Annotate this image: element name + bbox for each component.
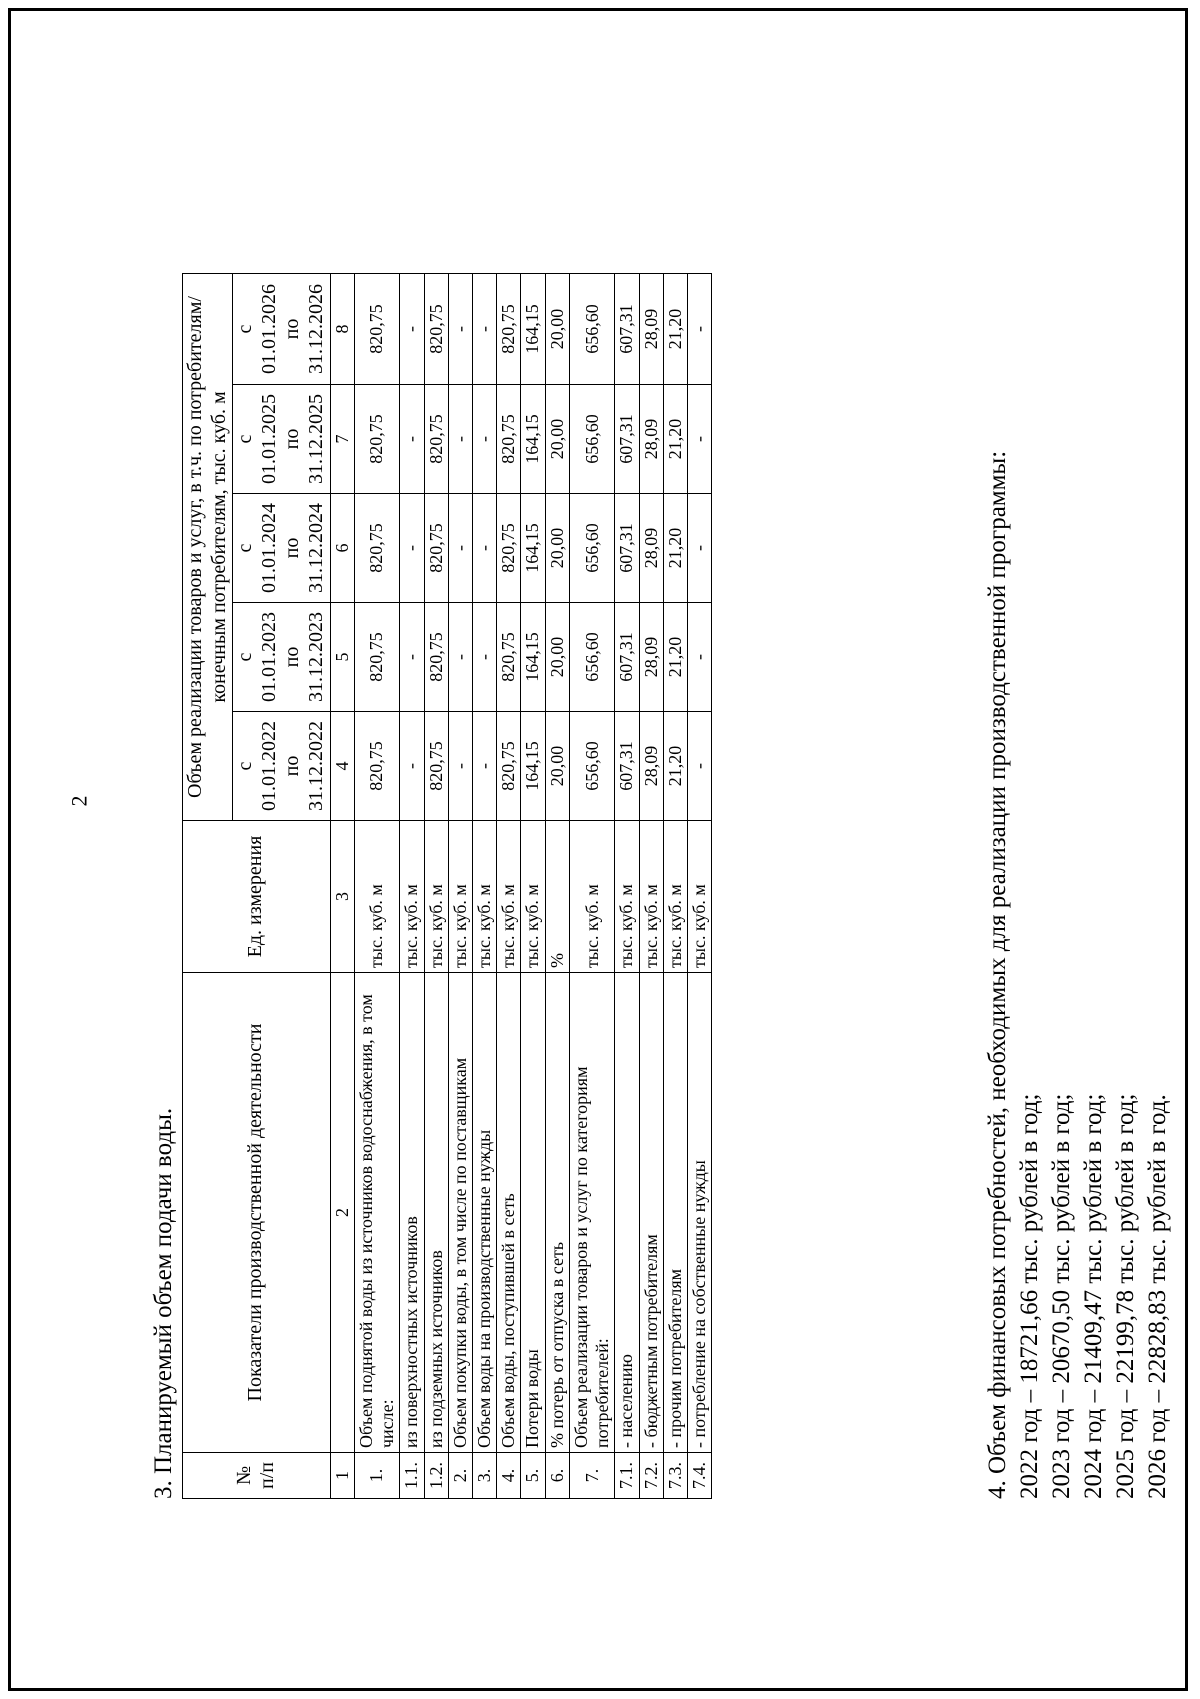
row-value: - — [448, 494, 472, 603]
section-4 — [982, 451, 1174, 1499]
row-value: 820,75 — [354, 385, 399, 494]
row-value: 21,20 — [663, 274, 687, 385]
row-value: - — [688, 712, 712, 821]
rotated-content — [150, 95, 1170, 1505]
table-row — [424, 274, 448, 1499]
row-value: 820,75 — [354, 494, 399, 603]
row-indicator: Потери воды — [521, 973, 545, 1453]
row-indicator: Объем реализации товаров и услуг по категориям потребителей: — [569, 973, 614, 1453]
row-indicator: - прочим потребителям — [663, 973, 687, 1453]
row-value: 607,31 — [615, 385, 639, 494]
row-value: 21,20 — [663, 494, 687, 603]
row-value: - — [448, 712, 472, 821]
row-num: 3. — [472, 1453, 496, 1499]
row-value: - — [472, 712, 496, 821]
row-value: 21,20 — [663, 603, 687, 712]
row-num: 7.3. — [663, 1453, 687, 1499]
row-value: - — [472, 385, 496, 494]
row-value: 20,00 — [545, 712, 569, 821]
period-to: 31.12.2026 — [304, 284, 327, 374]
column-index-row — [330, 274, 354, 1499]
period-to: 31.12.2023 — [304, 612, 327, 702]
row-value: 164,15 — [521, 603, 545, 712]
row-num: 4. — [497, 1453, 521, 1499]
row-value: - — [400, 274, 424, 385]
row-num: 7.2. — [639, 1453, 663, 1499]
period-from: с 01.01.2022 — [234, 721, 280, 811]
row-indicator: Объем поднятой воды из источников водоснабжения, в том числе: — [354, 973, 399, 1453]
section-4-title: 4. Объем финансовых потребностей, необходимых для реализации производственной программы: — [984, 450, 1011, 1499]
table-row — [521, 274, 545, 1499]
financial-line: 2023 год – 20670,50 тыс. рублей в год; — [1048, 1093, 1075, 1499]
header-period-3 — [233, 494, 330, 603]
table-row — [472, 274, 496, 1499]
row-value: 820,75 — [354, 603, 399, 712]
period-from: с 01.01.2024 — [234, 503, 280, 593]
row-value: 607,31 — [615, 274, 639, 385]
row-value: 820,75 — [424, 385, 448, 494]
row-value: - — [688, 494, 712, 603]
row-num: 5. — [521, 1453, 545, 1499]
column-index-cell: 2 — [330, 973, 354, 1453]
row-value: 28,09 — [639, 274, 663, 385]
row-value: 164,15 — [521, 274, 545, 385]
row-value: 656,60 — [569, 385, 614, 494]
row-indicator: из поверхностных источников — [400, 973, 424, 1453]
row-value: 820,75 — [424, 712, 448, 821]
row-num: 1.1. — [400, 1453, 424, 1499]
period-from: с 01.01.2026 — [234, 284, 280, 374]
column-index-cell: 3 — [330, 821, 354, 973]
row-value: 820,75 — [354, 712, 399, 821]
row-unit: тыс. куб. м — [400, 821, 424, 973]
row-value: - — [448, 385, 472, 494]
period-from: с 01.01.2025 — [234, 394, 280, 484]
row-num: 7. — [569, 1453, 614, 1499]
row-value: - — [400, 494, 424, 603]
row-unit: тыс. куб. м — [354, 821, 399, 973]
period-mid: по — [281, 318, 304, 340]
column-index-cell: 8 — [330, 274, 354, 385]
table-row — [688, 274, 712, 1499]
header-period-5 — [233, 274, 330, 385]
row-value: 607,31 — [615, 603, 639, 712]
row-value: 20,00 — [545, 385, 569, 494]
financial-line: 2024 год – 21409,47 тыс. рублей в год; — [1080, 1093, 1107, 1499]
table-row — [354, 274, 399, 1499]
row-value: 28,09 — [639, 385, 663, 494]
column-index-cell: 5 — [330, 603, 354, 712]
row-value: 656,60 — [569, 274, 614, 385]
row-value: 656,60 — [569, 603, 614, 712]
financial-line: 2022 год – 18721,66 тыс. рублей в год; — [1016, 1093, 1043, 1499]
row-unit: % — [545, 821, 569, 973]
header-period-2 — [233, 603, 330, 712]
row-value: - — [448, 274, 472, 385]
row-value: 20,00 — [545, 494, 569, 603]
row-value: - — [400, 603, 424, 712]
period-to: 31.12.2024 — [304, 503, 327, 593]
header-indicator: Показатели производственной деятельности — [183, 973, 331, 1453]
row-value: - — [400, 385, 424, 494]
row-value: 607,31 — [615, 712, 639, 821]
row-value: 820,75 — [497, 603, 521, 712]
row-value: 607,31 — [615, 494, 639, 603]
period-mid: по — [281, 428, 304, 450]
column-index-cell: 4 — [330, 712, 354, 821]
row-unit: тыс. куб. м — [639, 821, 663, 973]
row-value: - — [472, 274, 496, 385]
period-mid: по — [281, 537, 304, 559]
row-value: - — [472, 494, 496, 603]
row-value: 820,75 — [497, 274, 521, 385]
row-unit: тыс. куб. м — [615, 821, 639, 973]
table-row — [497, 274, 521, 1499]
row-value: 20,00 — [545, 274, 569, 385]
row-unit: тыс. куб. м — [448, 821, 472, 973]
table-row — [400, 274, 424, 1499]
row-value: 28,09 — [639, 603, 663, 712]
row-value: 28,09 — [639, 494, 663, 603]
row-value: 21,20 — [663, 385, 687, 494]
planned-water-supply-table — [182, 273, 712, 1499]
row-value: 820,75 — [424, 603, 448, 712]
row-value: 820,75 — [497, 494, 521, 603]
row-value: - — [448, 603, 472, 712]
row-value: 164,15 — [521, 712, 545, 821]
section-3-title: 3. Планируемый объем подачи воды. — [150, 1107, 177, 1499]
header-num: № п/п — [183, 1453, 331, 1499]
row-indicator: из подземных источников — [424, 973, 448, 1453]
row-unit: тыс. куб. м — [521, 821, 545, 973]
table-body — [354, 274, 712, 1499]
row-value: - — [688, 274, 712, 385]
row-value: 820,75 — [497, 712, 521, 821]
row-value: 820,75 — [497, 385, 521, 494]
page-number: 2 — [66, 795, 92, 807]
row-indicator: Объем покупки воды, в том числе по поставщикам — [448, 973, 472, 1453]
row-value: 21,20 — [663, 712, 687, 821]
row-value: - — [400, 712, 424, 821]
row-indicator: - бюджетным потребителям — [639, 973, 663, 1453]
row-value: - — [472, 603, 496, 712]
row-value: 20,00 — [545, 603, 569, 712]
row-indicator: - населению — [615, 973, 639, 1453]
header-period-1 — [233, 712, 330, 821]
row-value: - — [688, 385, 712, 494]
column-index-cell: 1 — [330, 1453, 354, 1499]
table-row — [545, 274, 569, 1499]
table-row — [639, 274, 663, 1499]
table-row — [663, 274, 687, 1499]
row-value: 820,75 — [424, 274, 448, 385]
row-indicator: - потребление на собственные нужды — [688, 973, 712, 1453]
row-num: 1.2. — [424, 1453, 448, 1499]
table-row — [569, 274, 614, 1499]
table-row — [615, 274, 639, 1499]
header-row-1 — [183, 274, 233, 1499]
row-unit: тыс. куб. м — [688, 821, 712, 973]
row-unit: тыс. куб. м — [569, 821, 614, 973]
header-unit: Ед. измерения — [183, 821, 331, 973]
row-num: 1. — [354, 1453, 399, 1499]
row-value: 656,60 — [569, 494, 614, 603]
row-indicator: Объем воды, поступившей в сеть — [497, 973, 521, 1453]
row-unit: тыс. куб. м — [424, 821, 448, 973]
row-value: 28,09 — [639, 712, 663, 821]
row-value: 164,15 — [521, 385, 545, 494]
row-value: 656,60 — [569, 712, 614, 821]
row-num: 6. — [545, 1453, 569, 1499]
row-value: 164,15 — [521, 494, 545, 603]
period-mid: по — [281, 646, 304, 668]
period-from: с 01.01.2023 — [234, 612, 280, 702]
row-indicator: % потерь от отпуска в сеть — [545, 973, 569, 1453]
header-volume-group: Объем реализации товаров и услуг, в т.ч. по потребителям/конечным потребителям, тыс. куб. м — [183, 274, 233, 821]
period-mid: по — [281, 755, 304, 777]
row-num: 7.1. — [615, 1453, 639, 1499]
row-indicator: Объем воды на производственные нужды — [472, 973, 496, 1453]
table-row — [448, 274, 472, 1499]
row-num: 7.4. — [688, 1453, 712, 1499]
period-to: 31.12.2022 — [304, 721, 327, 811]
row-unit: тыс. куб. м — [663, 821, 687, 973]
row-num: 2. — [448, 1453, 472, 1499]
financial-line: 2026 год – 22828,83 тыс. рублей в год. — [1144, 1094, 1171, 1499]
header-period-4 — [233, 385, 330, 494]
row-unit: тыс. куб. м — [497, 821, 521, 973]
row-value: 820,75 — [354, 274, 399, 385]
column-index-cell: 6 — [330, 494, 354, 603]
row-value: 820,75 — [424, 494, 448, 603]
financial-line: 2025 год – 22199,78 тыс. рублей в год; — [1112, 1093, 1139, 1499]
row-unit: тыс. куб. м — [472, 821, 496, 973]
row-value: - — [688, 603, 712, 712]
section-4-lines — [1014, 451, 1174, 1499]
period-to: 31.12.2025 — [304, 394, 327, 484]
column-index-cell: 7 — [330, 385, 354, 494]
